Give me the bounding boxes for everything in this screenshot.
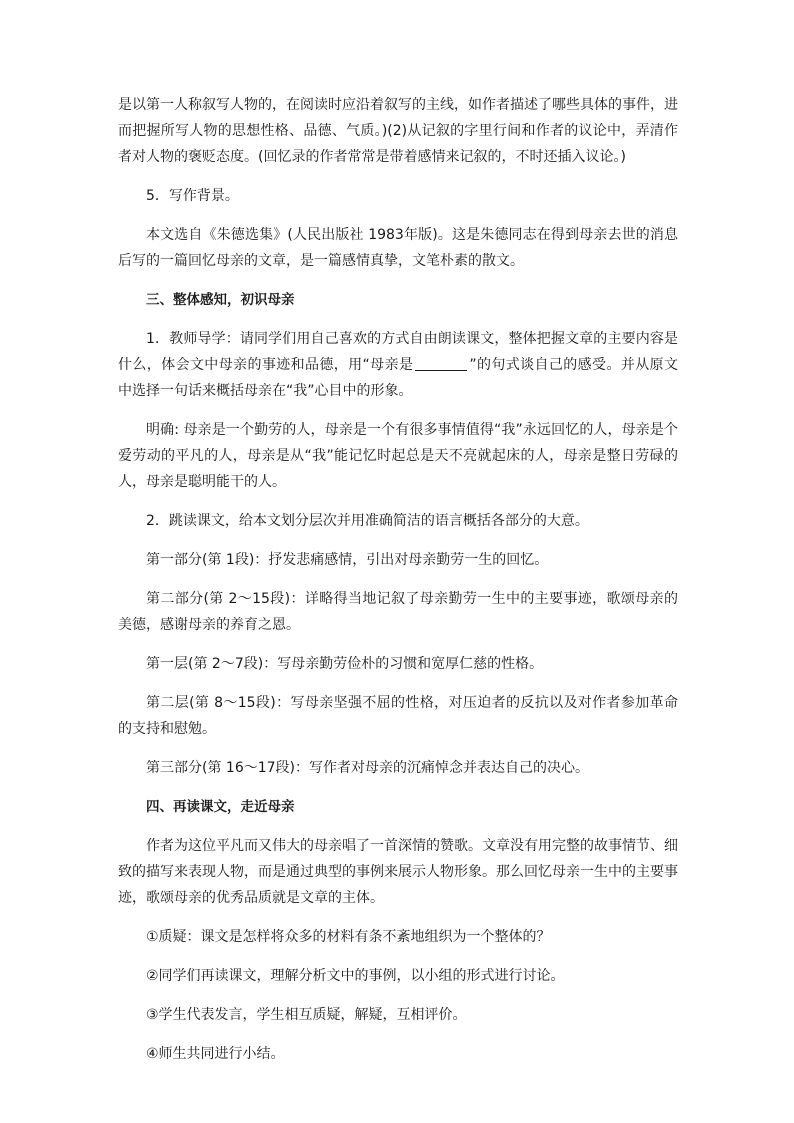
paragraph-part-3: 第三部分(第 16～17段)：写作者对母亲的沉痛悼念并表达自己的决心。 (146, 760, 590, 776)
paragraph-praise: 作者为这位平凡而又伟大的母亲唱了一首深情的赞歌。文章没有用完整的故事情节、细致的描写来表现人物，而是通过典型的事例来展示人物形象。那么回忆母亲一生中的主要事迹，歌颂母亲的优秀品质就是文章的主体。 (118, 838, 678, 906)
paragraph-part-2: 第二部分(第 2～15段)：详略得当地记叙了母亲勤劳一生中的主要事迹，歌颂母亲的美德，感谢母亲的养育之恩。 (118, 591, 678, 633)
paragraph-skim-reading: 2．跳读课文，给本文划分层次并用准确简洁的语言概括各部分的大意。 (146, 513, 589, 529)
teacher-guide-part2: ”的句式谈自己的感受。并从原文中选择一句话来概括母亲在“我”心目中的形象。 (118, 357, 678, 399)
teacher-guide-part1: 1．教师导学：请同学们用自己喜欢的方式自由朗读课文，整体把握文章的主要内容是什么，体会文中母亲的事迹和品德，用“母亲是 (118, 331, 678, 373)
document-page (118, 92, 678, 1080)
paragraph-step-3: ③学生代表发言，学生相互质疑，解疑，互相评价。 (146, 1007, 467, 1023)
section-heading-3: 三、整体感知，初识母亲 (146, 292, 295, 308)
section-heading-4: 四、再读课文，走近母亲 (146, 799, 295, 815)
paragraph-answer: 明确: 母亲是一个勤劳的人，母亲是一个有很多事情值得“我”永远回忆的人，母亲是个爱劳动的平凡的人，母亲是从“我”能记忆时起总是天不亮就起床的人，母亲是整日劳碌的人，母亲是聪明能干的人。 (118, 422, 678, 490)
paragraph-background: 本文选自《朱德选集》(人民出版社 1983年版)。这是朱德同志在得到母亲去世的消息后写的一篇回忆母亲的文章，是一篇感情真挚，文笔朴素的散文。 (118, 227, 678, 269)
paragraph-layer-1: 第一层(第 2～7段)：写母亲勤劳俭朴的习惯和宽厚仁慈的性格。 (146, 656, 544, 672)
paragraph-teacher-guide (118, 326, 678, 404)
paragraph-part-1: 第一部分(第 1段)：抒发悲痛感情，引出对母亲勤劳一生的回忆。 (146, 552, 549, 568)
paragraph-item-5: 5．写作背景。 (146, 188, 239, 204)
paragraph-step-4: ④师生共同进行小结。 (146, 1046, 285, 1062)
fill-blank-line (415, 356, 467, 371)
paragraph-layer-2: 第二层(第 8～15段)：写母亲坚强不屈的性格，对压迫者的反抗以及对作者参加革命的支持和慰勉。 (118, 695, 678, 737)
paragraph-step-2: ②同学们再读课文，理解分析文中的事例，以小组的形式进行讨论。 (146, 968, 565, 984)
paragraph-step-1: ①质疑：课文是怎样将众多的材料有条不紊地组织为一个整体的？ (146, 929, 551, 945)
paragraph-reading-method: 是以第一人称叙写人物的，在阅读时应沿着叙写的主线，如作者描述了哪些具体的事件，进而把握所写人物的思想性格、品德、气质。)(2)从记叙的字里行间和作者的议论中，弄清作者对人物的褒贬态度。(回忆录的作者常常是带着感情来记叙的，不时还插入议论。) (118, 97, 678, 165)
